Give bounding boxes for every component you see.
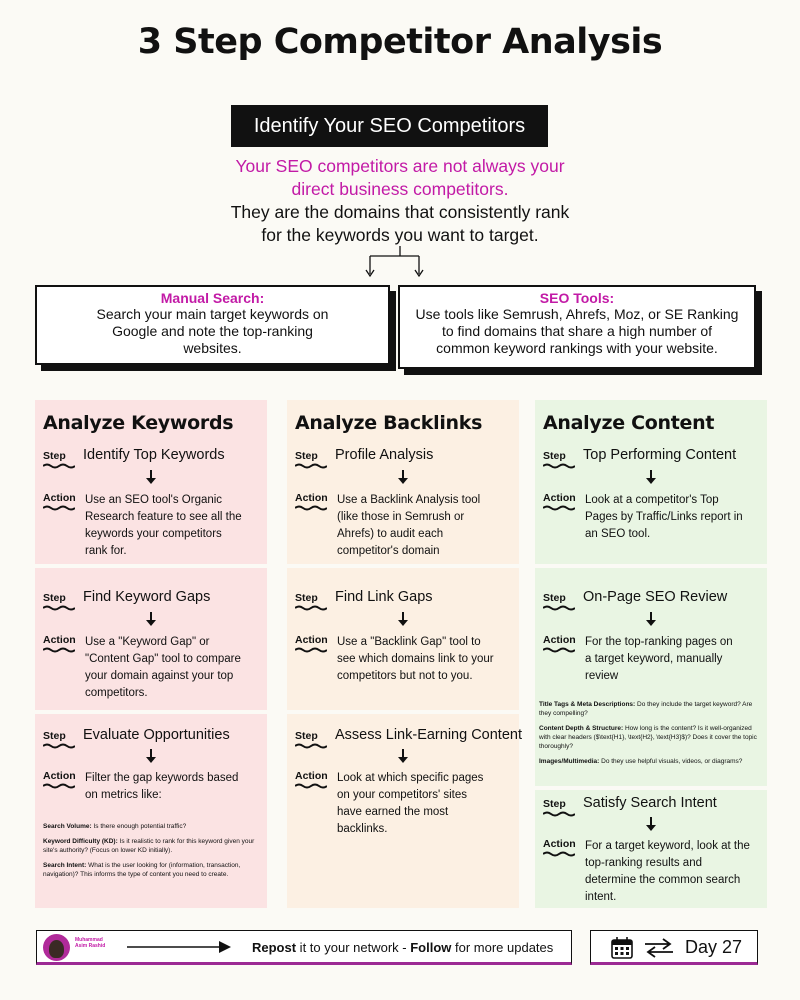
follow-link[interactable]: Follow: [410, 940, 452, 955]
note-label: Keyword Difficulty (KD):: [43, 838, 118, 845]
metrics-notes: [43, 822, 263, 885]
note-text: Do they use helpful visuals, videos, or diagrams?: [599, 758, 743, 765]
action-line: Filter the gap keywords based: [85, 772, 239, 784]
step-row: [43, 447, 263, 472]
wave-icon: [543, 851, 575, 857]
note-text: Is it realistic to rank for this keyword given your site's authority? (Focus on lower KD initially).: [43, 838, 255, 854]
action-line: intent.: [585, 891, 617, 903]
action-text: [585, 838, 765, 906]
wave-icon: [543, 647, 575, 653]
step-title: On-Page SEO Review: [583, 589, 728, 605]
brand-line: Asim Rashid: [75, 943, 106, 949]
wave-icon: [43, 783, 75, 789]
day-badge: [590, 930, 758, 965]
arrow-down-icon: [646, 612, 656, 626]
keywords-card-1: [35, 400, 267, 564]
action-line: Pages by Traffic/Links report in: [585, 511, 743, 523]
action-text: [337, 492, 517, 560]
action-tag: Action: [543, 492, 576, 504]
step-tag: Step: [295, 730, 318, 742]
step-tag: Step: [543, 592, 566, 604]
intro-text-line: for the keywords you want to target.: [261, 225, 539, 245]
step-title: Identify Top Keywords: [83, 447, 225, 463]
note-text: What is the user looking for (information, transaction, navigation)? This informs the type of content you need to create.: [43, 862, 241, 878]
action-line: Use a Backlink Analysis tool: [337, 494, 481, 506]
action-text: [337, 770, 517, 838]
action-text: [585, 634, 765, 685]
intro-highlight: [0, 155, 800, 201]
action-line: top-ranking results and: [585, 857, 702, 869]
manual-line: websites.: [183, 340, 242, 356]
note-label: Search Volume:: [43, 823, 92, 830]
note-label: Content Depth & Structure:: [539, 725, 624, 732]
arrow-down-icon: [146, 749, 156, 763]
step-tag: Step: [43, 592, 66, 604]
calendar-icon: [611, 937, 633, 959]
step-tag: Step: [43, 450, 66, 462]
step-title: Assess Link-Earning Content: [335, 727, 522, 743]
action-line: on metrics like:: [85, 789, 162, 801]
arrow-down-icon: [398, 612, 408, 626]
action-line: Use a "Backlink Gap" tool to: [337, 636, 481, 648]
avatar[interactable]: [43, 934, 70, 961]
intro-highlight-line: Your SEO competitors are not always your: [235, 156, 565, 176]
step-row: [43, 589, 263, 614]
note-label: Search Intent:: [43, 862, 87, 869]
action-tag: Action: [295, 770, 328, 782]
swap-arrows-icon: [643, 938, 675, 958]
note-text: How long is the content? Is it well-organized with clear headers ($\text{H1}, \text{H2}, \text{H3}$)? Does it cover the topic thoroughly?: [539, 725, 757, 750]
action-line: determine the common search: [585, 874, 741, 886]
action-line: Research feature to see all the: [85, 511, 242, 523]
action-line: Use a "Keyword Gap" or: [85, 636, 210, 648]
action-line: rank for.: [85, 545, 127, 557]
wave-icon: [43, 463, 75, 469]
step-title: Find Link Gaps: [335, 589, 433, 605]
wave-icon: [295, 505, 327, 511]
step-row: [295, 447, 515, 472]
step-title: Satisfy Search Intent: [583, 795, 717, 811]
action-tag: Action: [295, 634, 328, 646]
action-line: competitors.: [85, 687, 148, 699]
wave-icon: [43, 605, 75, 611]
action-line: For the top-ranking pages on: [585, 636, 733, 648]
share-text: [252, 940, 553, 955]
action-tag: Action: [543, 838, 576, 850]
action-line: competitors but not to you.: [337, 670, 473, 682]
step-tag: Step: [543, 450, 566, 462]
note: [43, 861, 263, 879]
step-row: [543, 589, 763, 614]
note-text: Is there enough potential traffic?: [91, 823, 187, 830]
step-title: Evaluate Opportunities: [83, 727, 230, 743]
arrow-down-icon: [146, 612, 156, 626]
keywords-card-2: [35, 568, 267, 710]
step-tag: Step: [295, 592, 318, 604]
wave-icon: [295, 783, 327, 789]
action-line: (like those in Semrush or: [337, 511, 465, 523]
arrow-down-icon: [398, 749, 408, 763]
action-line: see which domains link to your: [337, 653, 494, 665]
backlinks-card-3: [287, 714, 522, 908]
action-tag: Action: [43, 634, 76, 646]
day-label: Day 27: [685, 937, 743, 957]
note: [539, 700, 763, 718]
action-line: an SEO tool.: [585, 528, 651, 540]
brand-line: Muhammad: [75, 937, 103, 943]
tools-line: Use tools like Semrush, Ahrefs, Moz, or SE Ranking: [415, 306, 739, 322]
share-text-part: for more updates: [451, 940, 554, 955]
content-heading: Analyze Content: [543, 412, 715, 434]
step-row: [543, 447, 763, 472]
onpage-notes: [539, 700, 763, 772]
note-text: Do they include the target keyword? Are they compelling?: [539, 701, 753, 717]
content-card-2: [535, 568, 767, 786]
manual-search-title: Manual Search:: [160, 290, 265, 306]
intro-text: [0, 201, 800, 247]
note-label: Title Tags & Meta Descriptions:: [539, 701, 636, 708]
wave-icon: [43, 505, 75, 511]
action-line: backlinks.: [337, 823, 388, 835]
identify-label: Identify Your SEO Competitors: [231, 105, 548, 147]
keywords-heading: Analyze Keywords: [43, 412, 234, 434]
action-line: competitor's domain: [337, 545, 440, 557]
step-title: Top Performing Content: [583, 447, 737, 463]
keywords-card-3: [35, 714, 267, 908]
arrow-right-icon: [127, 940, 232, 954]
intro-text-line: They are the domains that consistently rank: [230, 202, 570, 222]
action-line: review: [585, 670, 619, 682]
manual-line: Google and note the top-ranking: [112, 323, 313, 339]
wave-icon: [295, 647, 327, 653]
action-text: [85, 634, 265, 702]
step-tag: Step: [295, 450, 318, 462]
action-line: your domain against your top: [85, 670, 234, 682]
avatar-face: [49, 940, 64, 958]
action-line: Look at a competitor's Top: [585, 494, 719, 506]
wave-icon: [543, 463, 575, 469]
manual-line: Search your main target keywords on: [96, 306, 329, 322]
seo-tools-box: [398, 285, 756, 369]
action-text: [85, 492, 265, 560]
step-tag: Step: [43, 730, 66, 742]
note: [43, 822, 263, 831]
intro-highlight-line: direct business competitors.: [291, 179, 509, 199]
wave-icon: [543, 605, 575, 611]
note: [43, 837, 263, 855]
seo-tools-title: SEO Tools:: [539, 290, 615, 306]
content-card-1: [535, 400, 767, 564]
action-line: have earned the most: [337, 806, 449, 818]
arrow-down-icon: [646, 817, 656, 831]
action-line: Ahrefs) to audit each: [337, 528, 444, 540]
tools-line: common keyword rankings with your website.: [436, 340, 718, 356]
action-text: [585, 492, 765, 543]
wave-icon: [43, 743, 75, 749]
action-line: Look at which specific pages: [337, 772, 484, 784]
wave-icon: [543, 811, 575, 817]
share-bar: [36, 930, 572, 965]
action-text: [85, 770, 265, 804]
action-tag: Action: [543, 634, 576, 646]
action-line: a target keyword, manually: [585, 653, 723, 665]
repost-link[interactable]: Repost: [252, 940, 297, 955]
note: [539, 757, 763, 766]
backlinks-card-2: [287, 568, 519, 710]
action-tag: Action: [295, 492, 328, 504]
wave-icon: [543, 505, 575, 511]
note-label: Images/Multimedia:: [539, 758, 600, 765]
action-line: on your competitors' sites: [337, 789, 468, 801]
arrow-down-icon: [146, 470, 156, 484]
action-text: [337, 634, 517, 685]
split-connector: [360, 246, 440, 282]
step-tag: Step: [543, 798, 566, 810]
note: [539, 724, 763, 751]
action-tag: Action: [43, 770, 76, 782]
step-title: Profile Analysis: [335, 447, 434, 463]
action-line: Use an SEO tool's Organic: [85, 494, 223, 506]
brand-name: [75, 937, 105, 949]
page-title: 3 Step Competitor Analysis: [137, 22, 663, 62]
wave-icon: [43, 647, 75, 653]
arrow-down-icon: [398, 470, 408, 484]
action-line: For a target keyword, look at the: [585, 840, 750, 852]
action-tag: Action: [43, 492, 76, 504]
tools-line: to find domains that share a high number of: [441, 323, 713, 339]
backlinks-card-1: [287, 400, 519, 564]
content-card-3: [535, 790, 767, 908]
wave-icon: [295, 463, 327, 469]
wave-icon: [295, 743, 327, 749]
seo-tools-text: [400, 306, 754, 357]
share-text-part: it to your network -: [296, 940, 411, 955]
step-title: Find Keyword Gaps: [83, 589, 211, 605]
step-row: [295, 589, 515, 614]
manual-search-text: [37, 306, 388, 357]
action-line: keywords your competitors: [85, 528, 222, 540]
arrow-down-icon: [646, 470, 656, 484]
backlinks-heading: Analyze Backlinks: [295, 412, 483, 434]
wave-icon: [295, 605, 327, 611]
manual-search-box: [35, 285, 390, 365]
action-line: "Content Gap" tool to compare: [85, 653, 241, 665]
